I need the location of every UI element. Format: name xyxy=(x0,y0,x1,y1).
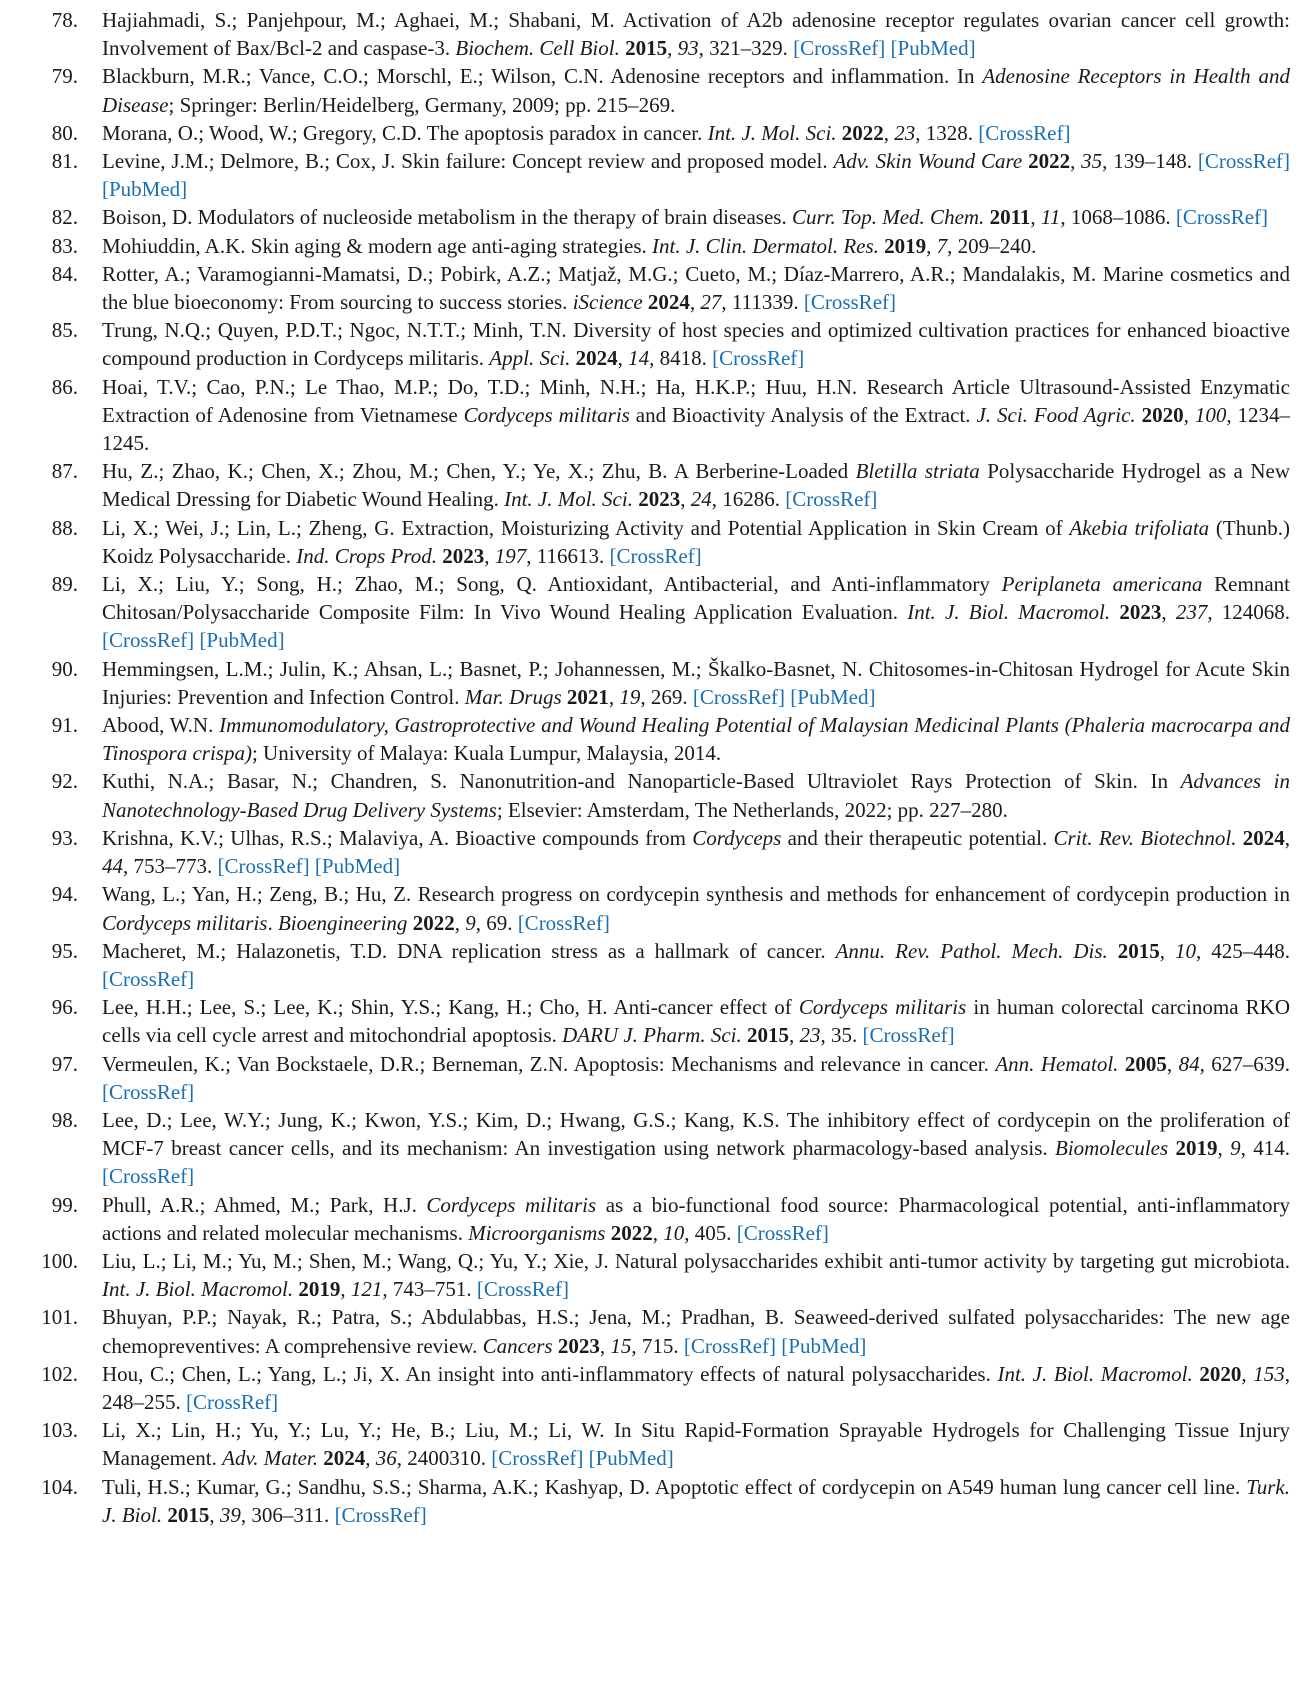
reference-number: 96. xyxy=(51,995,78,1020)
italic-text: 19 xyxy=(619,684,641,709)
reference-number: 93. xyxy=(51,825,78,850)
reference-entry xyxy=(24,147,1290,203)
reference-entry xyxy=(24,993,1290,1049)
reference-text xyxy=(102,880,1290,936)
italic-text: 14 xyxy=(628,346,650,371)
text-run: Liu, L.; Li, M.; Yu, M.; Shen, M.; Wang, Q.; Yu, Y.; Xie, J. Natural polysaccharides exhibit anti-tumor activity by targeting gut microbiota. xyxy=(102,1248,1290,1273)
text-run: , 321–329. xyxy=(698,36,794,61)
italic-text: Bioengineering xyxy=(277,910,408,935)
reference-entry xyxy=(24,1416,1290,1472)
italic-text: 11 xyxy=(1040,205,1061,230)
text-run: Li, X.; Lin, H.; Yu, Y.; Lu, Y.; He, B.; Liu, M.; Li, W. In Situ Rapid-Formation Sprayable Hydrogels for Challenging Tissue Injury Management. xyxy=(102,1418,1290,1471)
text-run: and Bioactivity Analysis of the Extract. xyxy=(629,402,977,427)
italic-text: Int. J. Mol. Sci. xyxy=(707,120,837,145)
crossref-link[interactable]: [CrossRef] xyxy=(803,290,896,315)
reference-entry xyxy=(24,1247,1290,1303)
bold-text: 2022 xyxy=(412,910,455,935)
text-run: , xyxy=(1161,600,1176,625)
reference-number: 86. xyxy=(51,374,78,399)
italic-text: Biomolecules xyxy=(1055,1136,1169,1161)
crossref-link[interactable]: [CrossRef] xyxy=(102,1164,195,1189)
crossref-link[interactable]: [CrossRef] xyxy=(692,684,786,709)
reference-text xyxy=(102,655,1290,711)
text-run: Blackburn, M.R.; Vance, C.O.; Morschl, E.; Wilson, C.N. Adenosine receptors and inflammation. In xyxy=(102,64,983,89)
text-run: , 405. xyxy=(684,1220,737,1245)
italic-text: Ind. Crops Prod. xyxy=(296,543,437,568)
italic-text: 121 xyxy=(350,1277,383,1302)
reference-number: 94. xyxy=(51,882,78,907)
italic-text: Microorganisms xyxy=(468,1220,606,1245)
italic-text: Int. J. Biol. Macromol. xyxy=(907,600,1111,625)
crossref-link[interactable]: [CrossRef] xyxy=(476,1277,570,1302)
text-run: , xyxy=(1030,205,1041,230)
reference-text xyxy=(102,711,1290,767)
text-run: , xyxy=(1166,1051,1179,1076)
reference-entry xyxy=(24,1191,1290,1247)
text-run: , 111339. xyxy=(721,290,804,315)
reference-entry xyxy=(24,203,1290,231)
reference-text xyxy=(102,570,1290,655)
text-run: Kuthi, N.A.; Basar, N.; Chandren, S. Nanonutrition-and Nanoparticle-Based Ultraviolet Rays Protection of Skin. In xyxy=(102,769,1181,794)
reference-text xyxy=(102,1303,1290,1359)
text-run: , xyxy=(599,1333,611,1358)
bold-text: 2011 xyxy=(989,205,1031,230)
reference-number: 83. xyxy=(51,233,78,258)
text-run: , xyxy=(484,543,495,568)
text-run: , xyxy=(1241,1361,1254,1386)
crossref-link[interactable]: [CrossRef] xyxy=(1175,205,1269,230)
italic-text: 35 xyxy=(1081,149,1103,174)
text-run: , xyxy=(617,346,629,371)
reference-entry xyxy=(24,937,1290,993)
reference-entry xyxy=(24,1050,1290,1106)
text-run: Krishna, K.V.; Ulhas, R.S.; Malaviya, A. Bioactive compounds from xyxy=(102,825,693,850)
bold-text: 2023 xyxy=(442,543,485,568)
text-run: Levine, J.M.; Delmore, B.; Cox, J. Skin failure: Concept review and proposed model. xyxy=(102,149,834,174)
bold-text: 2020 xyxy=(1199,1361,1242,1386)
text-run: , 1234–1245. xyxy=(102,402,1291,456)
reference-text xyxy=(102,147,1290,203)
italic-text: Cordyceps militaris xyxy=(102,910,268,935)
text-run: , xyxy=(1159,938,1176,963)
text-run: Hajiahmadi, S.; Panjehpour, M.; Aghaei, M.; Shabani, M. Activation of A2b adenosine receptor regulates ovarian cancer cell growth: Involvement of Bax/Bcl-2 and caspase-3. xyxy=(102,8,1290,61)
italic-text: Annu. Rev. Pathol. Mech. Dis. xyxy=(835,938,1108,963)
text-run: Li, X.; Liu, Y.; Song, H.; Zhao, M.; Song, Q. Antioxidant, Antibacterial, and Anti-inflammatory xyxy=(102,572,1002,597)
text-run: Hu, Z.; Zhao, K.; Chen, X.; Zhou, M.; Chen, Y.; Ye, X.; Zhu, B. A Berberine-Loaded xyxy=(102,459,856,484)
text-run: , xyxy=(883,120,895,145)
reference-text xyxy=(102,1050,1290,1106)
reference-text xyxy=(102,203,1290,231)
text-run: , 116613. xyxy=(526,543,610,568)
italic-text: Biochem. Cell Biol. xyxy=(455,36,620,61)
italic-text: Int. J. Clin. Dermatol. Res. xyxy=(652,233,879,258)
reference-number: 91. xyxy=(51,713,78,738)
pubmed-link[interactable]: [PubMed] xyxy=(790,684,876,709)
italic-text: 9 xyxy=(465,910,476,935)
italic-text: 197 xyxy=(494,543,527,568)
italic-text: 10 xyxy=(663,1220,685,1245)
italic-text: Cordyceps xyxy=(692,825,782,850)
crossref-link[interactable]: [CrossRef] xyxy=(978,120,1071,145)
crossref-link[interactable]: [CrossRef] xyxy=(609,543,702,568)
text-run: , xyxy=(1070,149,1082,174)
text-run: , 1068–1086. xyxy=(1060,205,1176,230)
text-run: ; Elsevier: Amsterdam, The Netherlands, 2022; pp. 227–280. xyxy=(496,797,1008,822)
reference-entry xyxy=(24,514,1290,570)
italic-text: Bletilla striata xyxy=(855,459,980,484)
bold-text: 2019 xyxy=(884,233,927,258)
reference-entry xyxy=(24,824,1290,880)
crossref-link[interactable]: [CrossRef] xyxy=(736,1220,829,1245)
crossref-link[interactable]: [CrossRef] xyxy=(517,910,610,935)
text-run: Vermeulen, K.; Van Bockstaele, D.R.; Berneman, Z.N. Apoptosis: Mechanisms and relevance in cancer. xyxy=(102,1051,996,1076)
crossref-link[interactable]: [CrossRef] xyxy=(1197,149,1291,174)
reference-text xyxy=(102,1247,1290,1303)
text-run: Remnant Chitosan/Polysaccharide Composite Film: In Vivo Wound Healing Application Evaluation. xyxy=(102,572,1290,625)
text-run: , xyxy=(667,36,678,61)
reference-list xyxy=(24,6,1290,1529)
text-run: , xyxy=(1217,1136,1231,1161)
reference-number: 89. xyxy=(51,572,78,597)
reference-entry xyxy=(24,1360,1290,1416)
reference-number: 92. xyxy=(51,769,78,794)
bold-text: 2022 xyxy=(610,1220,653,1245)
text-run: , xyxy=(680,487,691,512)
pubmed-link[interactable]: [PubMed] xyxy=(781,1333,867,1358)
text-run: Lee, H.H.; Lee, S.; Lee, K.; Shin, Y.S.; Kang, H.; Cho, H. Anti-cancer effect of xyxy=(102,995,799,1020)
reference-entry xyxy=(24,119,1290,147)
italic-text: Ann. Hematol. xyxy=(995,1051,1119,1076)
reference-text xyxy=(102,824,1290,880)
italic-text: J. Sci. Food Agric. xyxy=(976,402,1136,427)
reference-text xyxy=(102,1473,1290,1529)
reference-number: 81. xyxy=(51,149,78,174)
reference-entry xyxy=(24,655,1290,711)
text-run: ; University of Malaya: Kuala Lumpur, Malaysia, 2014. xyxy=(251,741,722,766)
crossref-link[interactable]: [CrossRef] xyxy=(862,1023,955,1048)
text-run: and their therapeutic potential. xyxy=(781,825,1054,850)
italic-text: 24 xyxy=(690,487,712,512)
crossref-link[interactable]: [CrossRef] xyxy=(334,1502,427,1527)
reference-entry xyxy=(24,232,1290,260)
reference-text xyxy=(102,62,1290,118)
reference-text xyxy=(102,457,1290,513)
text-run: , 8418. xyxy=(649,346,713,371)
italic-text: 15 xyxy=(610,1333,632,1358)
reference-text xyxy=(102,1191,1290,1247)
reference-number: 102. xyxy=(41,1361,78,1386)
italic-text: Turk. J. Biol. xyxy=(102,1474,1290,1527)
text-run: , 69. xyxy=(475,910,518,935)
text-run: , xyxy=(340,1277,351,1302)
italic-text: Advances in Nanotechnology-Based Drug Delivery Systems xyxy=(102,769,1291,822)
text-run: , xyxy=(608,684,620,709)
reference-number: 90. xyxy=(51,656,78,681)
reference-text xyxy=(102,767,1290,823)
text-run: , 16286. xyxy=(711,487,786,512)
italic-text: Crit. Rev. Biotechnol. xyxy=(1053,825,1237,850)
italic-text: 84 xyxy=(1178,1051,1200,1076)
text-run: , xyxy=(365,1446,376,1471)
italic-text: 93 xyxy=(677,36,699,61)
pubmed-link[interactable]: [PubMed] xyxy=(102,177,188,202)
text-run: , 269. xyxy=(640,684,693,709)
reference-entry xyxy=(24,1303,1290,1359)
text-run: Phull, A.R.; Ahmed, M.; Park, H.J. xyxy=(102,1192,427,1217)
text-run: Boison, D. Modulators of nucleoside metabolism in the therapy of brain diseases. xyxy=(102,205,792,230)
text-run: Hemmingsen, L.M.; Julin, K.; Ahsan, L.; Basnet, P.; Johannessen, M.; Škalko-Basnet, N. Chitosomes-in-Chitosan Hydrogel for Acute Skin Injuries: Prevention and Infection Control. xyxy=(102,656,1290,709)
reference-number: 84. xyxy=(51,261,78,286)
text-run: , 715. xyxy=(631,1333,684,1358)
text-run: , xyxy=(926,233,937,258)
italic-text: 36 xyxy=(375,1446,397,1471)
crossref-link[interactable]: [CrossRef] xyxy=(102,628,195,653)
text-run: , xyxy=(652,1220,664,1245)
italic-text: 23 xyxy=(894,120,916,145)
text-run: , xyxy=(1284,825,1290,850)
bold-text: 2015 xyxy=(1117,938,1160,963)
reference-text xyxy=(102,6,1290,62)
reference-text xyxy=(102,937,1290,993)
reference-text xyxy=(102,1416,1290,1472)
text-run: , 425–448. xyxy=(1196,938,1291,963)
reference-number: 78. xyxy=(51,8,78,32)
text-run: Morana, O.; Wood, W.; Gregory, C.D. The apoptosis paradox in cancer. xyxy=(102,120,708,145)
italic-text: Cordyceps militaris xyxy=(426,1192,597,1217)
text-run: Macheret, M.; Halazonetis, T.D. DNA replication stress as a hallmark of cancer. xyxy=(102,938,836,963)
bold-text: 2015 xyxy=(625,36,668,61)
reference-entry xyxy=(24,6,1290,62)
pubmed-link[interactable]: [PubMed] xyxy=(588,1446,674,1471)
text-run: Mohiuddin, A.K. Skin aging & modern age anti-aging strategies. xyxy=(102,233,652,258)
italic-text: 39 xyxy=(219,1502,241,1527)
text-run: , 139–148. xyxy=(1102,149,1198,174)
reference-number: 103. xyxy=(41,1418,78,1443)
bold-text: 2019 xyxy=(1175,1136,1218,1161)
text-run: , 414. xyxy=(1240,1136,1291,1161)
italic-text: 100 xyxy=(1194,402,1227,427)
text-run: , 248–255. xyxy=(102,1361,1291,1414)
reference-number: 87. xyxy=(51,459,78,484)
reference-entry xyxy=(24,570,1290,655)
italic-text: Cordyceps militaris xyxy=(798,995,967,1020)
italic-text: Cordyceps militaris xyxy=(463,402,630,427)
text-run: ; Springer: Berlin/Heidelberg, Germany, 2009; pp. 215–269. xyxy=(168,92,676,117)
italic-text: 10 xyxy=(1175,938,1197,963)
reference-entry xyxy=(24,316,1290,372)
reference-text xyxy=(102,993,1290,1049)
reference-text xyxy=(102,316,1290,372)
reference-entry xyxy=(24,711,1290,767)
bold-text: 2015 xyxy=(746,1023,789,1048)
reference-entry xyxy=(24,260,1290,316)
italic-text: Appl. Sci. xyxy=(489,346,571,371)
reference-text xyxy=(102,119,1290,147)
italic-text: Adv. Skin Wound Care xyxy=(833,149,1023,174)
text-run: Trung, N.Q.; Quyen, P.D.T.; Ngoc, N.T.T.; Minh, T.N. Diversity of host species and optimized cultivation practices for enhanced bioactive compound production in Cordyceps militaris. xyxy=(102,318,1290,371)
text-run xyxy=(1108,939,1118,963)
bold-text: 2015 xyxy=(167,1502,210,1527)
reference-number: 85. xyxy=(51,318,78,343)
crossref-link[interactable]: [CrossRef] xyxy=(186,1389,279,1414)
italic-text: 7 xyxy=(936,233,948,258)
italic-text: Int. J. Biol. Macromol. xyxy=(997,1361,1193,1386)
reference-entry xyxy=(24,767,1290,823)
bold-text: 2022 xyxy=(841,120,884,145)
text-run: , 306–311. xyxy=(240,1502,335,1527)
bold-text: 2023 xyxy=(557,1333,600,1358)
text-run xyxy=(1110,600,1119,624)
reference-number: 99. xyxy=(51,1192,78,1217)
bold-text: 2022 xyxy=(1028,149,1071,174)
text-run: , 124068. xyxy=(1207,600,1291,625)
reference-number: 95. xyxy=(51,938,78,963)
pubmed-link[interactable]: [PubMed] xyxy=(314,854,401,879)
text-run: (Thunb.) Koidz Polysaccharide. xyxy=(102,515,1290,568)
reference-entry xyxy=(24,62,1290,118)
text-run: , xyxy=(454,910,466,935)
reference-entry xyxy=(24,373,1290,458)
text-run: , xyxy=(209,1502,220,1527)
text-run: Li, X.; Wei, J.; Lin, L.; Zheng, G. Extraction, Moisturizing Activity and Potential Application in Skin Cream of xyxy=(102,515,1070,540)
italic-text: Akebia trifoliata xyxy=(1069,515,1210,540)
bold-text: 2020 xyxy=(1141,402,1184,427)
bold-text: 2024 xyxy=(323,1446,366,1471)
text-run: , 35. xyxy=(820,1023,863,1048)
crossref-link[interactable]: [CrossRef] xyxy=(491,1446,584,1471)
italic-text: 23 xyxy=(799,1023,821,1048)
bold-text: 2024 xyxy=(647,290,690,315)
crossref-link[interactable]: [CrossRef] xyxy=(217,854,310,879)
text-run: in human colorectal carcinoma RKO cells via cell cycle arrest and mitochondrial apoptosis. xyxy=(102,995,1290,1048)
italic-text: Mar. Drugs xyxy=(464,684,562,709)
text-run: , xyxy=(689,290,701,315)
italic-text: Int. J. Mol. Sci. xyxy=(504,487,633,512)
reference-text xyxy=(102,1360,1290,1416)
crossref-link[interactable]: [CrossRef] xyxy=(102,966,195,991)
text-run: , xyxy=(788,1023,800,1048)
text-run: as a bio-functional food source: Pharmacological potential, anti-inflammatory actions and related molecular mechanisms. xyxy=(102,1192,1291,1245)
reference-number: 88. xyxy=(51,515,78,540)
text-run: , 209–240. xyxy=(947,233,1037,258)
reference-number: 82. xyxy=(51,205,78,230)
reference-entry xyxy=(24,880,1290,936)
text-run: Tuli, H.S.; Kumar, G.; Sandhu, S.S.; Sharma, A.K.; Kashyap, D. Apoptotic effect of cordycepin on A549 human lung cancer cell line. xyxy=(102,1474,1247,1499)
text-run: . xyxy=(267,910,278,935)
text-run: Hoai, T.V.; Cao, P.N.; Le Thao, M.P.; Do, T.D.; Minh, N.H.; Ha, H.K.P.; Huu, H.N. Research Article Ultrasound-Assisted Enzymatic Extraction of Adenosine from Vietnamese xyxy=(102,374,1290,427)
reference-number: 104. xyxy=(41,1474,78,1499)
pubmed-link[interactable]: [PubMed] xyxy=(890,36,976,61)
text-run: Wang, L.; Yan, H.; Zeng, B.; Hu, Z. Research progress on cordycepin synthesis and methods for enhancement of cordycepin production in xyxy=(102,882,1290,907)
reference-entry xyxy=(24,457,1290,513)
reference-number: 100. xyxy=(41,1248,78,1273)
italic-text: 27 xyxy=(700,290,722,315)
text-run: , 1328. xyxy=(915,120,979,145)
text-run xyxy=(1168,1136,1175,1160)
reference-text xyxy=(102,260,1290,316)
reference-number: 97. xyxy=(51,1051,78,1076)
text-run: Polysaccharide Hydrogel as a New Medical Dressing for Diabetic Wound Healing. xyxy=(102,459,1290,512)
reference-number: 79. xyxy=(51,64,78,89)
text-run: Hou, C.; Chen, L.; Yang, L.; Ji, X. An insight into anti-inflammatory effects of natural polysaccharides. xyxy=(102,1361,998,1386)
text-run: Rotter, A.; Varamogianni-Mamatsi, D.; Pobirk, A.Z.; Matjaž, M.G.; Cueto, M.; Díaz-Marrero, A.R.; Mandalakis, M. Marine cosmetics and the blue bioeconomy: From sourcing to success stories. xyxy=(102,261,1290,315)
reference-entry xyxy=(24,1473,1290,1529)
crossref-link[interactable]: [CrossRef] xyxy=(683,1333,777,1358)
reference-number: 98. xyxy=(51,1107,78,1132)
bold-text: 2023 xyxy=(1119,600,1162,625)
bold-text: 2024 xyxy=(1242,825,1285,850)
bold-text: 2023 xyxy=(638,487,681,512)
bold-text: 2021 xyxy=(566,684,609,709)
text-run: Abood, W.N. xyxy=(102,713,220,738)
text-run: Lee, D.; Lee, W.Y.; Jung, K.; Kwon, Y.S.; Kim, D.; Hwang, G.S.; Kang, K.S. The inhibitory effect of cordycepin on the proliferation of MCF-7 breast cancer cells, and its mechanism: An investigation using network pharmacology-based analysis. xyxy=(102,1107,1290,1161)
crossref-link[interactable]: [CrossRef] xyxy=(785,487,878,512)
reference-text xyxy=(102,514,1290,570)
pubmed-link[interactable]: [PubMed] xyxy=(199,628,285,653)
text-run: , 743–751. xyxy=(382,1277,477,1302)
reference-text xyxy=(102,373,1290,458)
crossref-link[interactable]: [CrossRef] xyxy=(793,36,886,61)
italic-text: Cancers xyxy=(482,1333,553,1358)
bold-text: 2019 xyxy=(298,1277,341,1302)
italic-text: Int. J. Biol. Macromol. xyxy=(102,1277,294,1302)
reference-number: 80. xyxy=(51,120,78,145)
italic-text: Adv. Mater. xyxy=(222,1446,318,1471)
italic-text: 237 xyxy=(1175,600,1208,625)
reference-number: 101. xyxy=(41,1305,78,1330)
text-run: Bhuyan, P.P.; Nayak, R.; Patra, S.; Abdulabbas, H.S.; Jena, M.; Pradhan, B. Seaweed-derived sulfated polysaccharides: The new age chemopreventives: A comprehensive review. xyxy=(102,1305,1290,1358)
italic-text: 153 xyxy=(1253,1361,1285,1386)
italic-text: Periplaneta americana xyxy=(1001,572,1203,597)
italic-text: Immunomodulatory, Gastroprotective and Wound Healing Potential of Malaysian Medicinal Plants (Phaleria macrocarpa and Tinospora crispa) xyxy=(102,713,1290,766)
italic-text: Curr. Top. Med. Chem. xyxy=(791,205,985,230)
text-run: , 753–773. xyxy=(123,854,218,879)
bold-text: 2024 xyxy=(575,346,618,371)
reference-text xyxy=(102,232,1290,260)
italic-text: 44 xyxy=(102,854,123,879)
crossref-link[interactable]: [CrossRef] xyxy=(712,346,805,371)
italic-text: DARU J. Pharm. Sci. xyxy=(562,1023,742,1048)
reference-entry xyxy=(24,1106,1290,1191)
italic-text: Adenosine Receptors in Health and Disease xyxy=(102,64,1290,117)
italic-text: 9 xyxy=(1230,1136,1241,1161)
bold-text: 2005 xyxy=(1124,1051,1167,1076)
crossref-link[interactable]: [CrossRef] xyxy=(102,1079,195,1104)
text-run: , xyxy=(1183,402,1195,427)
text-run: , 627–639. xyxy=(1199,1051,1291,1076)
italic-text: iScience xyxy=(572,290,643,315)
reference-text xyxy=(102,1106,1290,1191)
text-run: , 2400310. xyxy=(396,1446,492,1471)
